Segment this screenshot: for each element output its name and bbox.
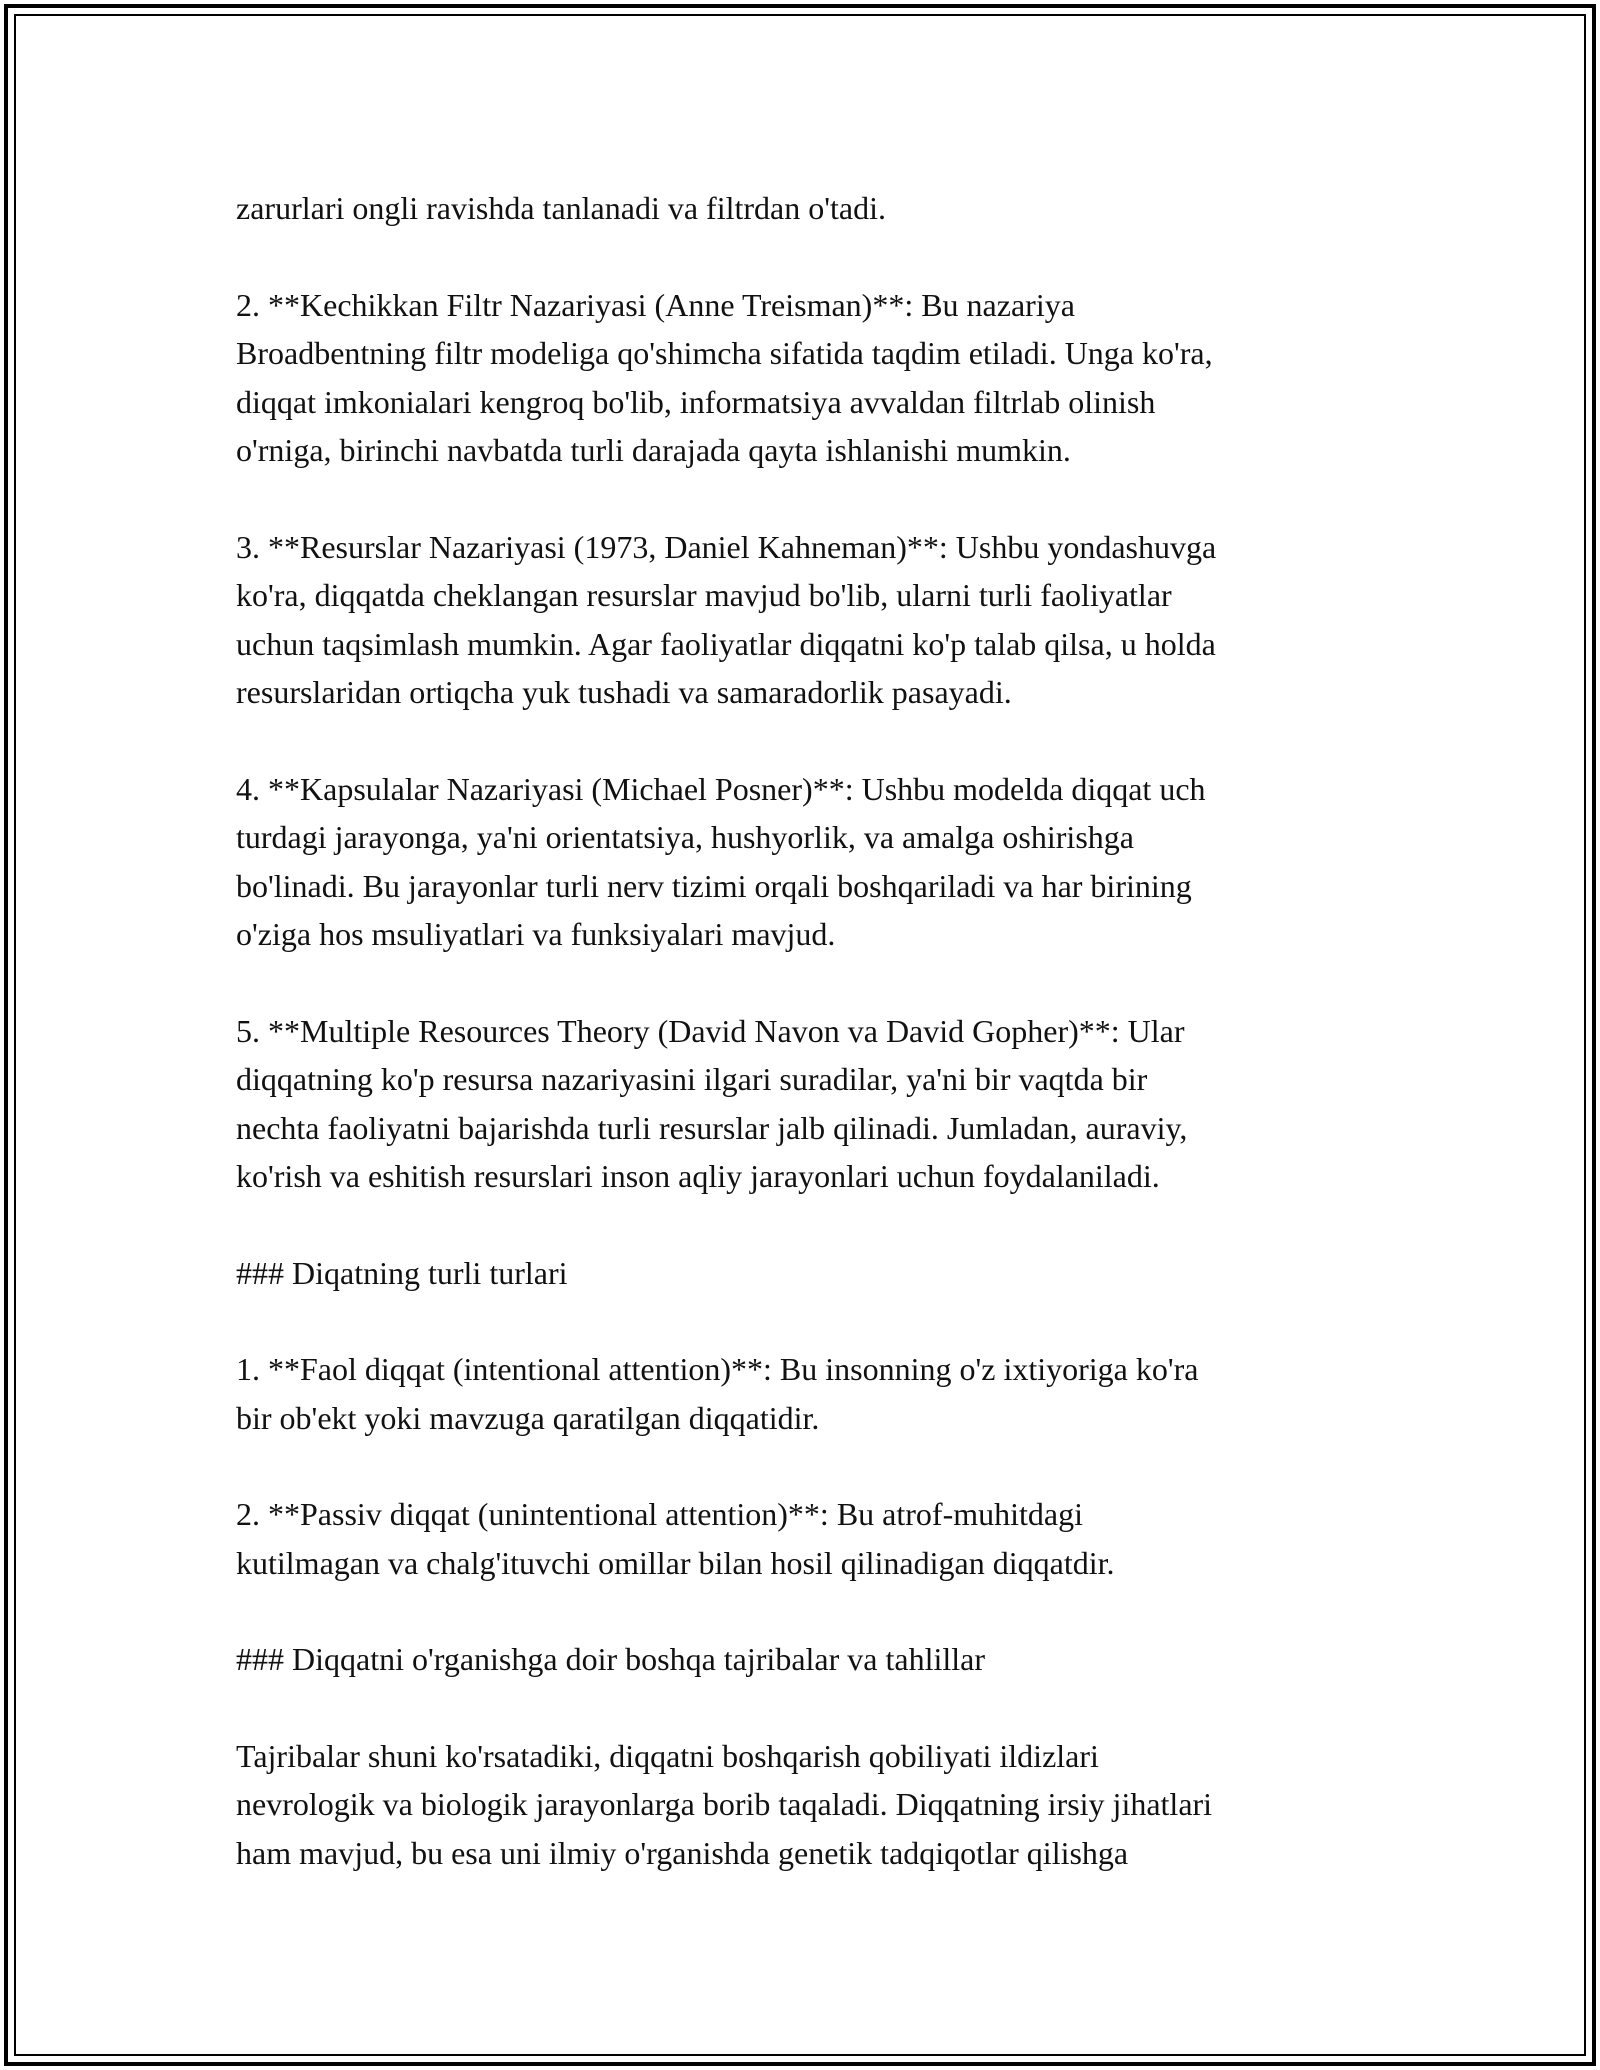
text-line: Tajribalar shuni ko'rsatadiki, diqqatni boshqarish qobiliyati ildizlari xyxy=(236,1737,1099,1774)
paragraph-experiments xyxy=(236,1732,1386,1878)
section-heading-attention-types xyxy=(236,1249,1386,1298)
text-line: zarurlari ongli ravishda tanlanadi va filtrdan o'tadi. xyxy=(236,190,886,226)
text-line: o'ziga hos msuliyatlari va funksiyalari mavjud. xyxy=(236,916,836,952)
text-line: o'rniga, birinchi navbatda turli darajada qayta ishlanishi mumkin. xyxy=(236,432,1071,468)
text-line: nechta faoliyatni bajarishda turli resurslar jalb qilinadi. Jumladan, auraviy, xyxy=(236,1109,1188,1146)
text-line: ham mavjud, bu esa uni ilmiy o'rganishda genetik tadqiqotlar qilishga xyxy=(236,1834,1129,1871)
text-line: ### Diqatning turli turlari xyxy=(236,1254,568,1291)
paragraph-passive-attention xyxy=(236,1490,1386,1587)
text-line: kutilmagan va chalg'ituvchi omillar bilan hosil qilinadigan diqqatdir. xyxy=(236,1544,1115,1581)
text-line: ko'rish va eshitish resurslari inson aqliy jarayonlari uchun foydalaniladi. xyxy=(236,1158,1160,1194)
text-line: 5. **Multiple Resources Theory (David Navon va David Gopher)**: Ular xyxy=(236,1012,1185,1049)
text-line: Broadbentning filtr modeliga qo'shimcha sifatida taqdim etiladi. Unga ko'ra, xyxy=(236,335,1213,371)
paragraph-late-filter-theory xyxy=(236,281,1386,475)
text-line: diqqatning ko'p resursa nazariyasini ilgari suradilar, ya'ni bir vaqtda bir xyxy=(236,1061,1148,1097)
text-line: ### Diqqatni o'rganishga doir boshqa tajribalar va tahlillar xyxy=(236,1641,985,1677)
text-line: 3. **Resurslar Nazariyasi (1973, Daniel Kahneman)**: Ushbu yondashuvga xyxy=(236,528,1217,565)
text-line: nevrologik va biologik jarayonlarga borib taqaladi. Diqqatning irsiy jihatlari xyxy=(236,1786,1213,1822)
text-line: turdagi jarayonga, ya'ni orientatsiya, hushyorlik, va amalga oshirishga xyxy=(236,819,1134,855)
paragraph-capsule-theory xyxy=(236,765,1386,959)
text-line: uchun taqsimlash mumkin. Agar faoliyatlar diqqatni ko'p talab qilsa, u holda xyxy=(236,625,1216,662)
text-line: 2. **Kechikkan Filtr Nazariyasi (Anne Treisman)**: Bu nazariya xyxy=(236,286,1075,323)
text-line: 2. **Passiv diqqat (unintentional attention)**: Bu atrof-muhitdagi xyxy=(236,1496,1083,1532)
paragraph-resource-theory xyxy=(236,523,1386,717)
text-line: diqqat imkonialari kengroq bo'lib, informatsiya avvaldan filtrlab olinish xyxy=(236,383,1156,420)
text-line: bir ob'ekt yoki mavzuga qaratilgan diqqatidir. xyxy=(236,1399,820,1436)
paragraph-active-attention xyxy=(236,1345,1386,1442)
text-line: ko'ra, diqqatda cheklangan resurslar mavjud bo'lib, ularni turli faoliyatlar xyxy=(236,577,1172,613)
text-line: bo'linadi. Bu jarayonlar turli nerv tizimi orqali boshqariladi va har birining xyxy=(236,867,1192,904)
paragraph-continuation xyxy=(236,184,1386,233)
text-line: resurslaridan ortiqcha yuk tushadi va samaradorlik pasayadi. xyxy=(236,674,1012,710)
paragraph-multiple-resources-theory xyxy=(236,1007,1386,1201)
section-heading-experiments xyxy=(236,1635,1386,1684)
text-line: 1. **Faol diqqat (intentional attention)**: Bu insonning o'z ixtiyoriga ko'ra xyxy=(236,1351,1199,1387)
text-line: 4. **Kapsulalar Nazariyasi (Michael Posner)**: Ushbu modelda diqqat uch xyxy=(236,770,1206,807)
document-body xyxy=(236,184,1386,1925)
